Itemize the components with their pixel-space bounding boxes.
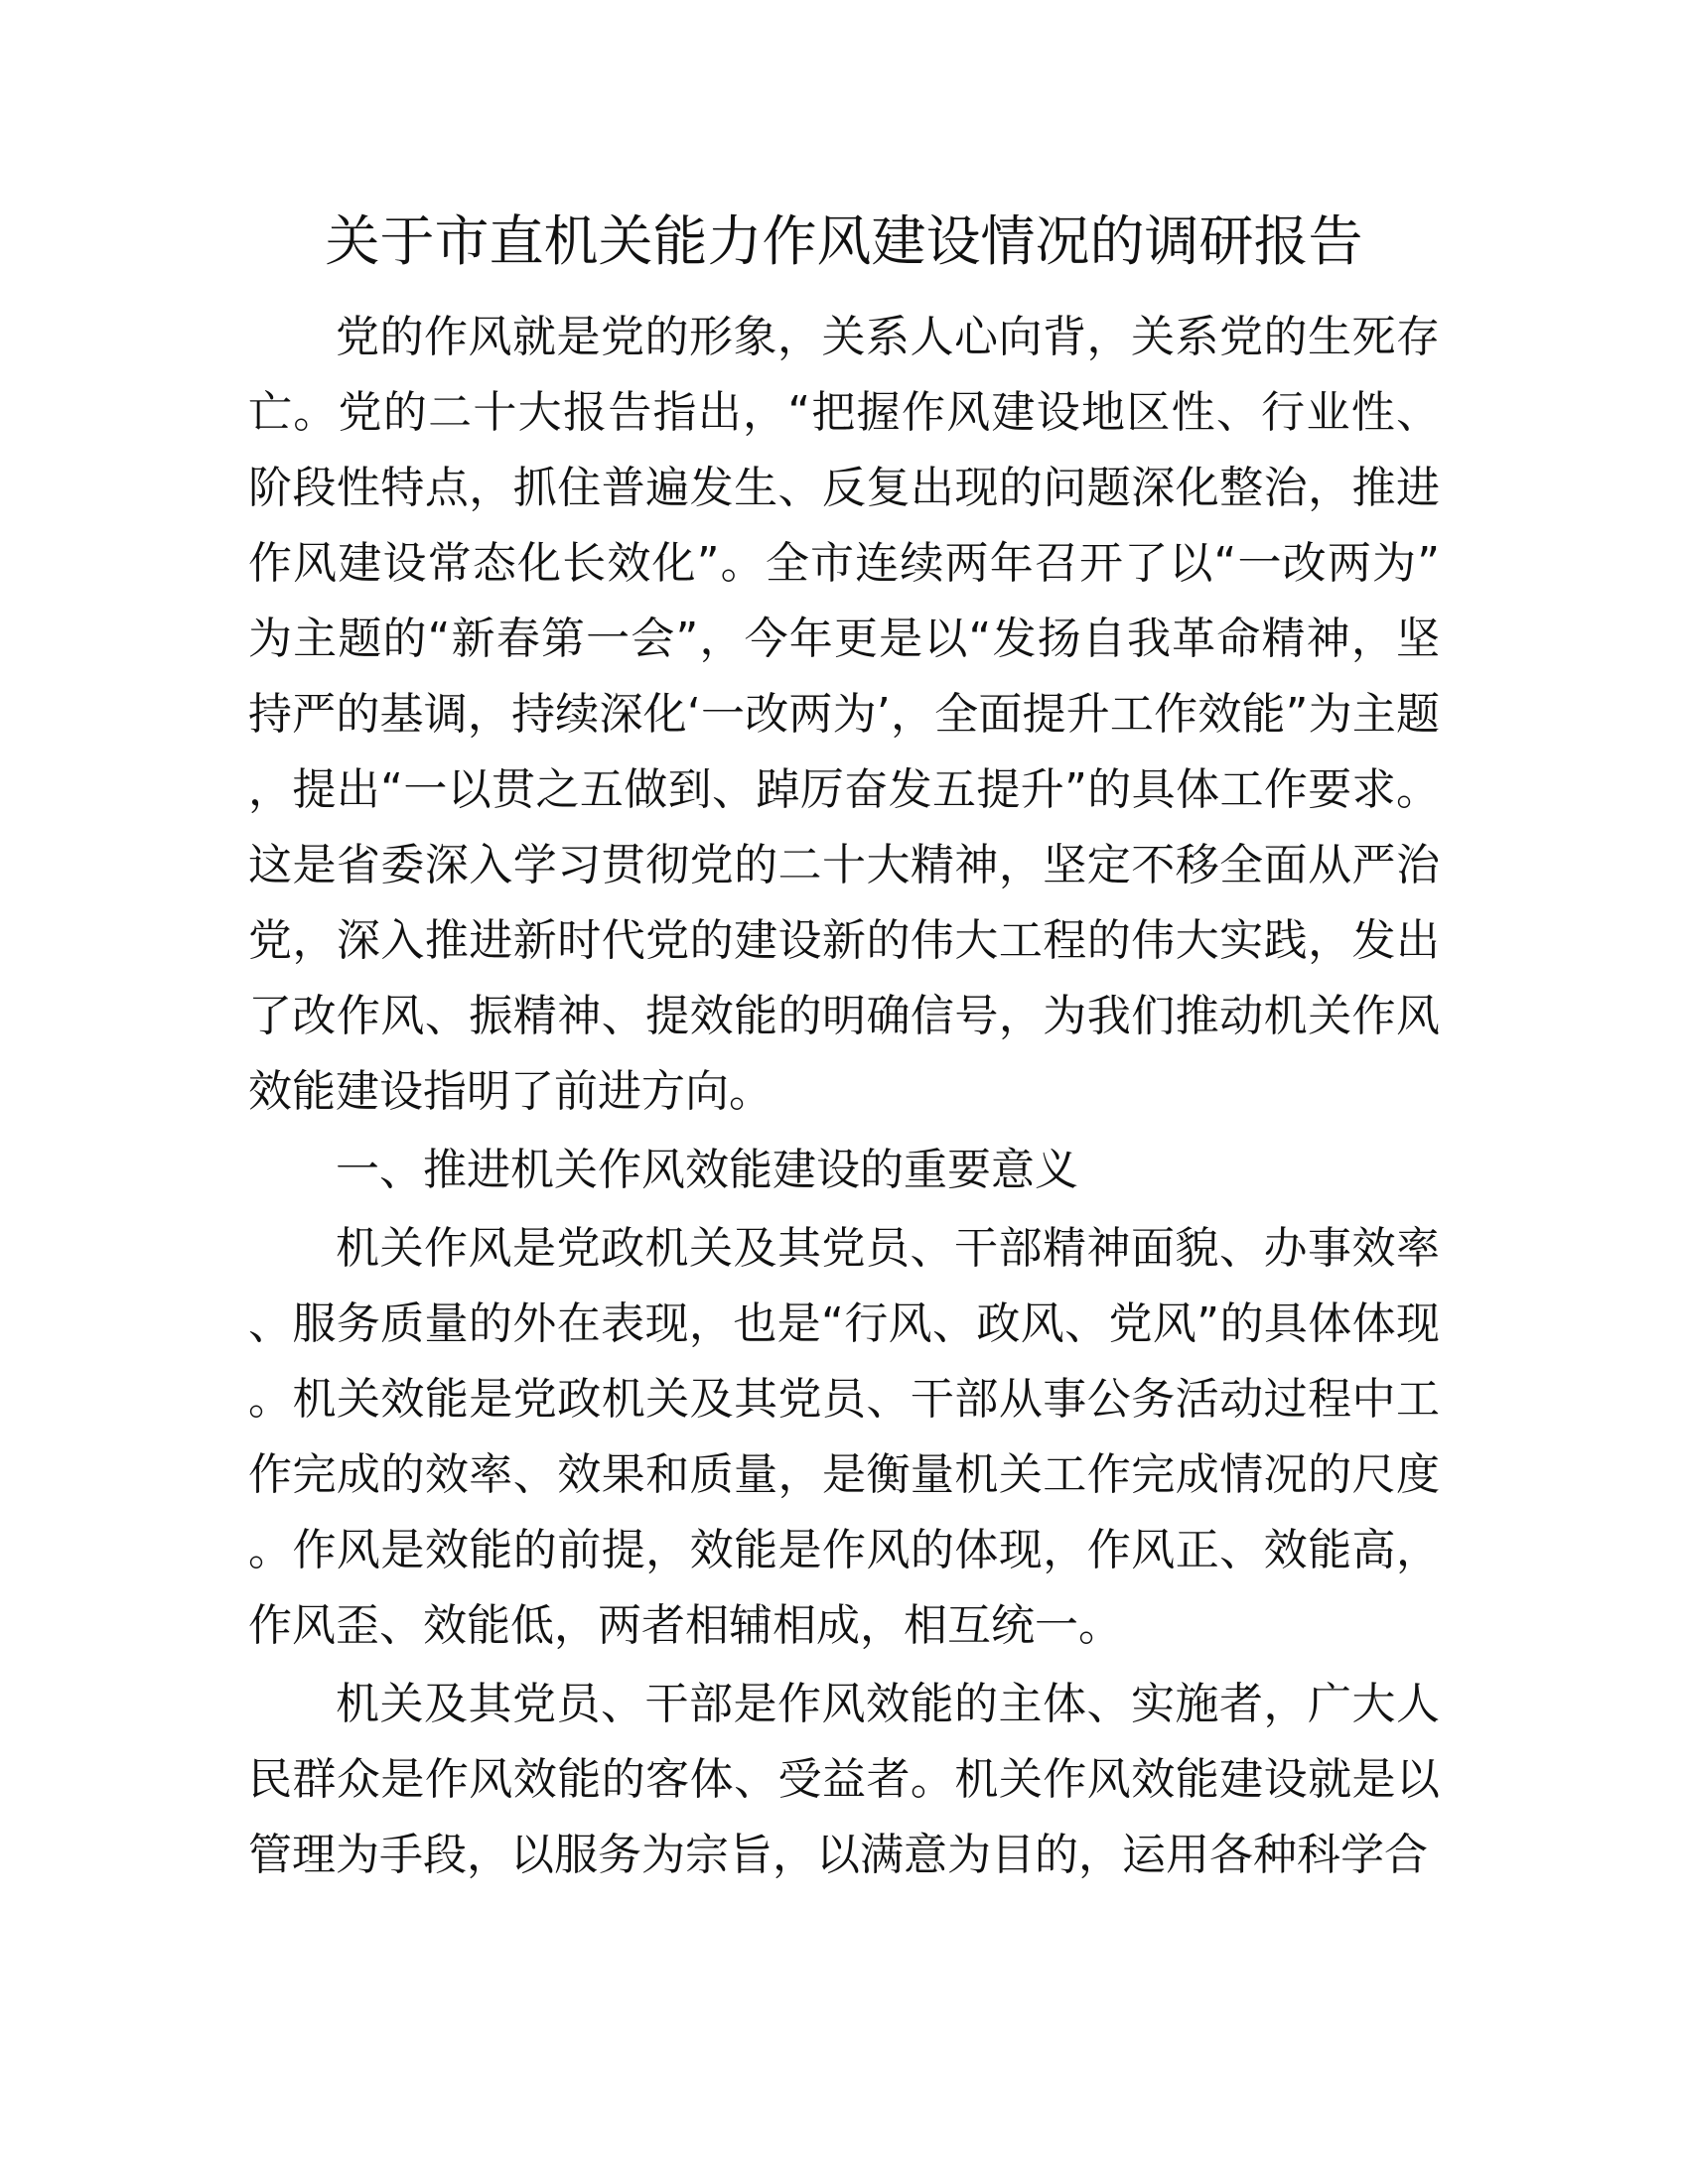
paragraph-definition: 机关作风是党政机关及其党员、干部精神面貌、办事效率、服务质量的外在表现，也是“行风、政风、党风”的具体体现。机关效能是党政机关及其党员、干部从事公务活动过程中工作完成的效率、效果和质量，是衡量机关工作完成情况的尺度。作风是效能的前提，效能是作风的体现，作风正、效能高，作风歪、效能低，两者相辅相成，相互统一。 <box>248 1223 1440 1651</box>
document-body <box>248 300 1440 1893</box>
document-title: 关于市直机关能力作风建设情况的调研报告 <box>325 209 1363 273</box>
paragraph-subject: 机关及其党员、干部是作风效能的主体、实施者，广大人民群众是作风效能的客体、受益者。机关作风效能建设就是以管理为手段，以服务为宗旨，以满意为目的，运用各种科学合 <box>248 1679 1440 1880</box>
section-heading-1: 一、推进机关作风效能建设的重要意义 <box>336 1145 1078 1195</box>
paragraph-intro: 党的作风就是党的形象，关系人心向背，关系党的生死存亡。党的二十大报告指出，“把握作风建设地区性、行业性、阶段性特点，抓住普遍发生、反复出现的问题深化整治，推进作风建设常态化长效化”。全市连续两年召开了以“一改两为”为主题的“新春第一会”，今年更是以“发扬自我革命精神，坚持严的基调，持续深化‘一改两为’，全面提升工作效能”为主题，提出“一以贯之五做到、踔厉奋发五提升”的具体工作要求。这是省委深入学习贯彻党的二十大精神，坚定不移全面从严治党，深入推进新时代党的建设新的伟大工程的伟大实践，发出了改作风、振精神、提效能的明确信号，为我们推动机关作风效能建设指明了前进方向。 <box>248 312 1440 1117</box>
